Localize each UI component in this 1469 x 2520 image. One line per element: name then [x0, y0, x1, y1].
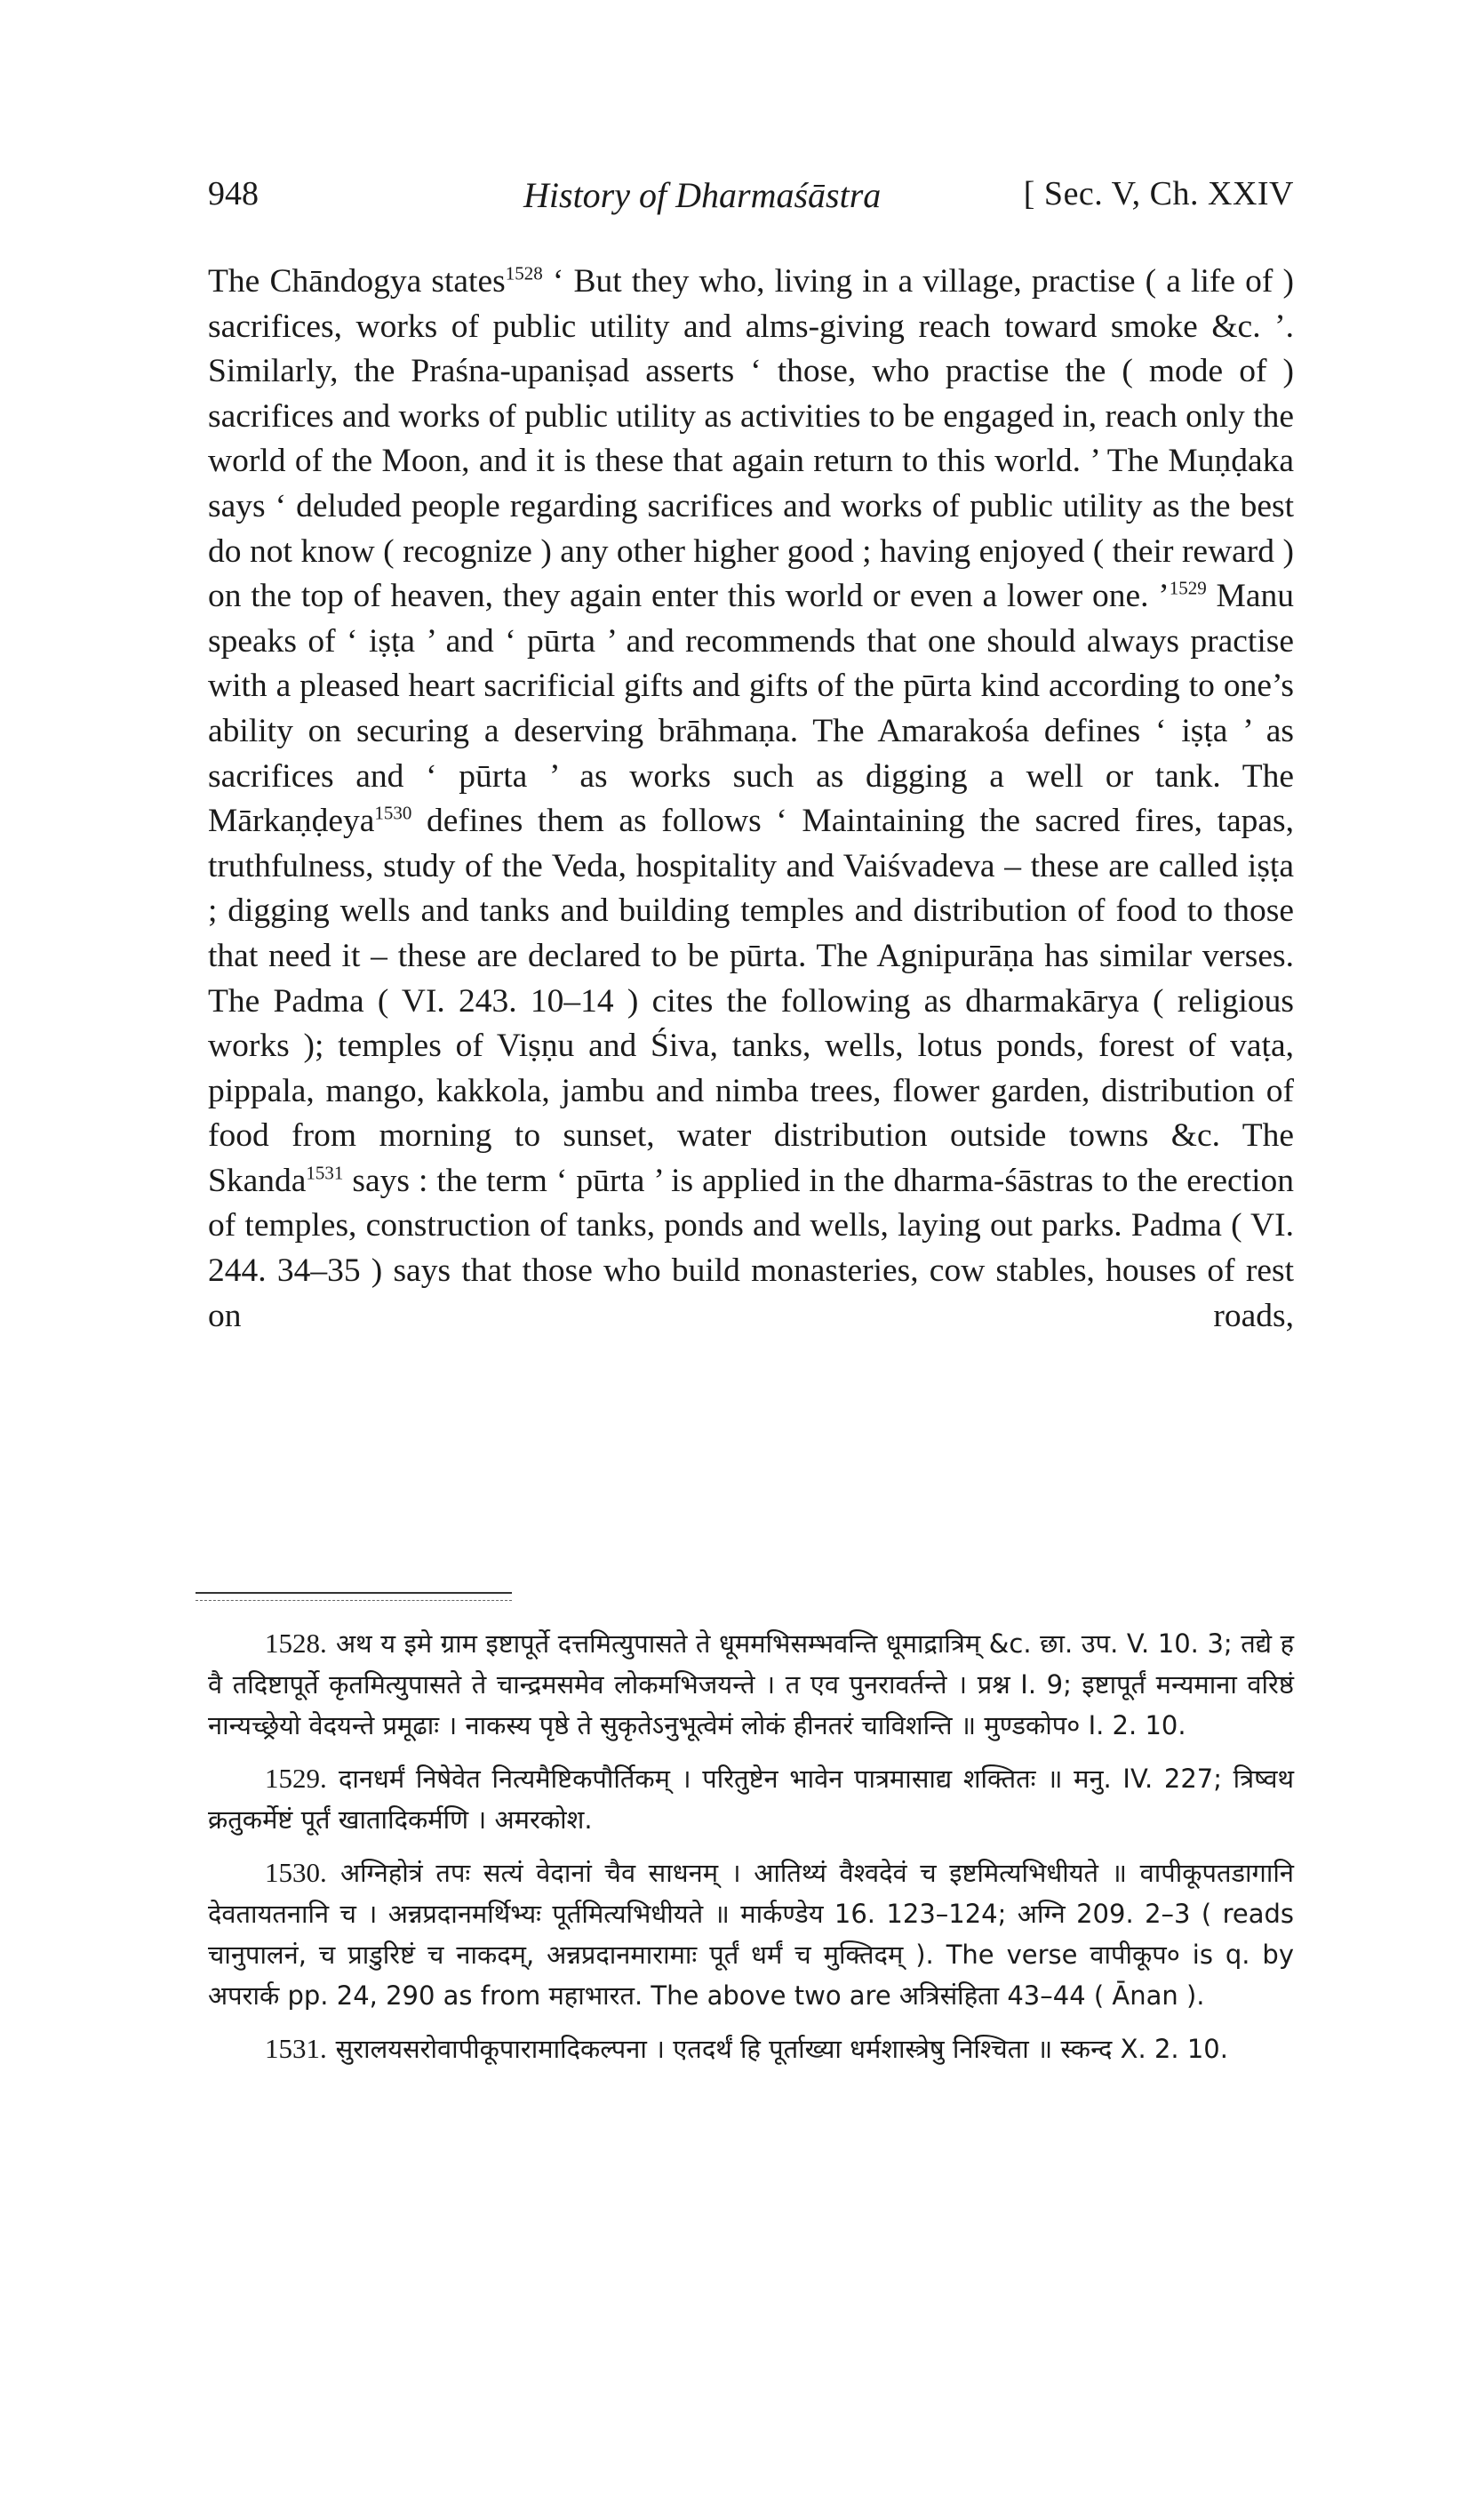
main-text	[208, 260, 1294, 1384]
footnote-ref-1528: 1528	[505, 262, 543, 284]
footnote-1530	[208, 1852, 1294, 2016]
footnote-divider-secondary	[196, 1600, 512, 1601]
footnote-number: 1529.	[265, 1763, 327, 1794]
footnote-number: 1530.	[265, 1857, 327, 1888]
footnote-number: 1531.	[265, 2033, 327, 2064]
text-segment: ‘ But they who, living in a village, practise ( a life of ) sacrifices, works of public utility and alms-giving reach toward smoke &c. ’. Similarly, the Praśna-upaniṣad asserts ‘ those, who practise the ( mode of ) sacrifices and works of public utility as activities to be engaged in, reach only the world of the Moon, and it is these that again return to this world. ’ The Muṇḍaka says ‘ deluded people regarding sacrifices and works of public utility as the best do not know ( recognize ) any other higher good ; having enjoyed ( their reward ) on the top of heaven, they again enter this world or even a lower one. ’	[208, 263, 1294, 615]
footnote-text: सुरालयसरोवापीकूपारामादिकल्पना । एतदर्थं हि पूर्ताख्या धर्मशास्त्रेषु निश्चिता ॥ स्कन्द X. 2. 10.	[335, 2034, 1228, 2064]
footnote-1529	[208, 1758, 1294, 1840]
footnote-ref-1530: 1530	[374, 802, 412, 824]
footnote-text: अग्निहोत्रं तपः सत्यं वेदानां चैव साधनम् । आतिथ्यं वैश्वदेवं च इष्टमित्यभिधीयते ॥ वापीकूपतडागानि देवतायतनानि च । अन्नप्रदानमर्थिभ्यः पूर्तमित्यभिधीयते ॥ मार्कण्डेय 16. 123–124; अग्नि 209. 2–3 ( reads चानुपालनं, च प्राडुरिष्टं च नाकदम्, अन्नप्रदानमारामाः पूर्तं धर्मं च मुक्तिदम् ). The verse वापीकूप० is q. by अपरार्क pp. 24, 290 as from महाभारत. The above two are अत्रिसंहिता 43–44 ( Ānan ).	[208, 1858, 1294, 2011]
text-segment: defines them as follows ‘ Maintaining the sacred fires, tapas, truthfulness, study of the Veda, hospitality and Vaiśvadeva – these are called iṣṭa ; digging wells and tanks and building temples and distribution of food to those that need it – these are declared to be pūrta. The Agnipurāṇa has similar verses. The Padma ( VI. 243. 10–14 ) cites the following as dharmakārya ( religious works ); temples of Viṣṇu and Śiva, tanks, wells, lotus ponds, forest of vaṭa, pippala, mango, kakkola, jambu and nimba trees, flower garden, distribution of food from morning to sunset, water distribution outside towns &c. The Skanda	[208, 803, 1294, 1199]
running-header	[208, 174, 1294, 228]
text-segment: says : the term ‘ pūrta ’ is applied in the dharma-śāstras to the erection of temples, construction of tanks, ponds and wells, laying out parks. Padma ( VI. 244. 34–35 ) says that those who build monasteries, cow stables, houses of rest on roads,	[208, 1162, 1294, 1334]
footnote-1528	[208, 1623, 1294, 1746]
text-segment: Manu speaks of ‘ iṣṭa ’ and ‘ pūrta ’ and recommends that one should always practise with a pleased heart sacrificial gifts and gifts of the pūrta kind according to one’s ability on securing a deserving brāhmaṇa. The Amarakośa defines ‘ iṣṭa ’ as sacrifices and ‘ pūrta ’ as works such as digging a well or tank. The Mārkaṇḍeya	[208, 578, 1294, 840]
footnote-text: अथ य इमे ग्राम इष्टापूर्ते दत्तमित्युपासते ते धूममभिसम्भवन्ति धूमाद्रात्रिम् &c. छा. उप. V. 10. 3; तद्ये ह वै तदिष्टापूर्ते कृतमित्युपासते ते चान्द्रमसमेव लोकमभिजयन्ते । त एव पुनरावर्तन्ते । प्रश्न I. 9; इष्टापूर्तं मन्यमाना वरिष्ठं नान्यच्छ्रेयो वेदयन्ते प्रमूढाः । नाकस्य पृष्ठे ते सुकृतेऽनुभूत्वेमं लोकं हीनतरं चाविशन्ति ॥ मुण्डकोप० I. 2. 10.	[208, 1628, 1294, 1740]
footnotes	[208, 1623, 1294, 2082]
footnote-number: 1528.	[265, 1628, 327, 1659]
section-reference: [ Sec. V, Ch. XXIV	[1023, 175, 1294, 212]
page-number: 948	[208, 175, 259, 212]
footnote-text: दानधर्मं निषेवेत नित्यमैष्टिकपौर्तिकम् । परितुष्टेन भावेन पात्रमासाद्य शक्तितः ॥ मनु. IV. 227; त्रिष्वथ क्रतुकर्मेष्टं पूर्तं खातादिकर्मणि । अमरकोश.	[208, 1764, 1295, 1835]
text-segment: The Chāndogya states	[208, 263, 506, 300]
footnote-ref-1529: 1529	[1169, 577, 1207, 599]
footnote-1531	[208, 2028, 1294, 2069]
footnote-divider	[196, 1592, 512, 1594]
running-title: History of Dharmaśāstra	[523, 175, 882, 215]
body-paragraph	[208, 260, 1294, 1384]
footnote-ref-1531: 1531	[306, 1162, 344, 1184]
